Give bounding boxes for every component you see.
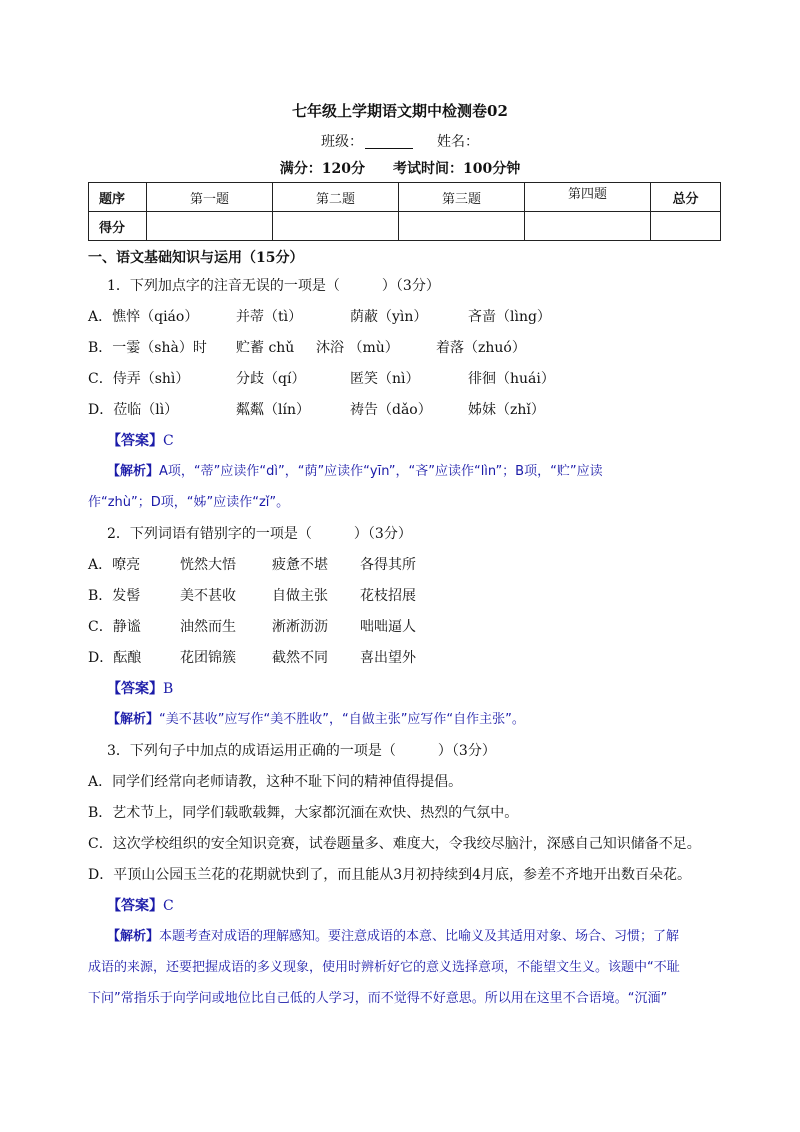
q1-option-c [88,369,728,389]
option-item: 荫蔽（yìn） [350,309,428,325]
analysis-text: A项，“蒂”应读作“dì”，“荫”应读作“yīn”，“吝”应读作“lìn”；B项，“贮”应读 [159,464,603,479]
option-item: 祷告（dǎo） [350,402,432,418]
score-cell[interactable] [525,212,651,241]
answer-tag: 【答案】 [107,433,163,449]
option-item: 淅淅沥沥 [272,619,328,635]
score-cell[interactable] [399,212,525,241]
section-heading: 一、语文基础知识与运用（15分） [88,250,304,266]
option-item: D．酝酿 [88,650,142,666]
score-table [88,182,721,241]
score-table-header-row [89,183,721,212]
option-item: C．侍弄（shì） [88,371,190,387]
q3-analysis [107,927,747,947]
answer-tag: 【答案】 [107,681,163,697]
option-item: 分歧（qí） [236,371,306,387]
option-item: 花团锦簇 [180,650,236,666]
option-item: 自做主张 [272,588,328,604]
answer-value: C [163,898,174,914]
q1-analysis-cont: 作“zhù”；D项，“姊”应读作“zǐ”。 [88,495,290,510]
analysis-text: “美不甚收”应写作“美不胜收”，“自做主张”应写作“自作主张”。 [159,712,525,727]
table-cell: 得分 [89,212,147,241]
option-item: 花枝招展 [360,588,416,604]
option-item: 着落（zhuó） [436,340,526,356]
option-item: 并蒂（tì） [236,309,303,325]
q1-analysis [107,462,747,482]
student-info-line [0,131,800,151]
analysis-tag: 【解析】 [107,712,160,727]
q3-option-d: D．平顶山公园玉兰花的花期就快到了，而且能从3月初持续到4月底，参差不齐地开出数百朵花。 [88,867,692,883]
table-cell: 总分 [651,183,721,212]
option-item: 姊妹（zhǐ） [468,402,545,418]
table-cell: 第一题 [147,183,273,212]
exam-time: 考试时间：100分钟 [393,161,521,177]
option-item: B．一霎（shà）时 [88,340,207,356]
q2-option-d [88,648,728,668]
q2-option-a [88,555,728,575]
score-cell[interactable] [147,212,273,241]
table-cell: 第二题 [273,183,399,212]
option-item: 徘徊（huái） [468,371,555,387]
q3-analysis-cont: 下问”常指乐于向学问或地位比自己低的人学习，而不觉得不好意思。所以用在这里不合语境。“沉湎” [88,991,668,1006]
analysis-tag: 【解析】 [107,464,160,479]
q2-analysis [107,710,747,730]
exam-title: 七年级上学期语文期中检测卷02 [292,102,508,120]
option-item: 喜出望外 [360,650,416,666]
option-item: 吝啬（lìng） [468,309,551,325]
q3-option-c: C．这次学校组织的安全知识竞赛，试卷题量多、难度大，令我绞尽脑汁，深感自己知识储备不足。 [88,836,701,852]
option-item: 油然而生 [180,619,236,635]
q2-option-b [88,586,728,606]
option-item: 美不甚收 [180,588,236,604]
q1-option-b [88,338,728,358]
option-item: A．憔悴（qiáo） [88,309,199,325]
option-item: C．静谧 [88,619,141,635]
exam-meta-line [0,158,800,178]
q3-option-b: B．艺术节上，同学们载歌载舞，大家都沉湎在欢快、热烈的气氛中。 [88,805,519,821]
class-blank [365,134,413,149]
option-item: B．发髻 [88,588,141,604]
q1-option-a [88,307,728,327]
class-label: 班级： [321,134,363,150]
name-label: 姓名： [437,134,479,150]
option-item: 粼粼（lín） [236,402,310,418]
q3-option-a: A．同学们经常向老师请教，这种不耻下问的精神值得提倡。 [88,774,463,790]
q1-option-d [88,400,728,420]
table-cell: 第四题 [525,183,651,212]
q1-stem: 1．下列加点字的注音无误的一项是（ ）（3分） [107,278,440,294]
answer-value: B [163,681,174,697]
option-item: 疲惫不堪 [272,557,328,573]
q1-answer [107,431,747,451]
analysis-tag: 【解析】 [107,929,160,944]
q2-answer [107,679,747,699]
option-item: 咄咄逼人 [360,619,416,635]
option-item: A．嘹亮 [88,557,141,573]
full-score: 满分：120分 [279,161,365,177]
option-item: 各得其所 [360,557,416,573]
answer-tag: 【答案】 [107,898,163,914]
table-cell: 第三题 [399,183,525,212]
q3-answer [107,896,747,916]
q2-stem: 2．下列词语有错别字的一项是（ ）（3分） [107,526,412,542]
analysis-text: 本题考查对成语的理解感知。要注意成语的本意、比喻义及其适用对象、场合、习惯；了解 [159,929,680,944]
answer-value: C [163,433,174,449]
q3-stem: 3．下列句子中加点的成语运用正确的一项是（ ）（3分） [107,743,496,759]
q3-analysis-cont: 成语的来源，还要把握成语的多义现象，使用时辨析好它的意义选择意项，不能望文生义。该题中“不耻 [88,960,680,975]
score-cell[interactable] [273,212,399,241]
option-item: D．莅临（lì） [88,402,179,418]
q2-option-c [88,617,728,637]
option-item: 沐浴 （mù） [316,340,399,356]
table-cell: 题序 [89,183,147,212]
option-item: 匿笑（nì） [350,371,420,387]
option-item: 恍然大悟 [180,557,236,573]
option-item: 截然不同 [272,650,328,666]
score-table-score-row [89,212,721,241]
option-item: 贮蓄 chǔ [236,340,295,356]
score-cell[interactable] [651,212,721,241]
